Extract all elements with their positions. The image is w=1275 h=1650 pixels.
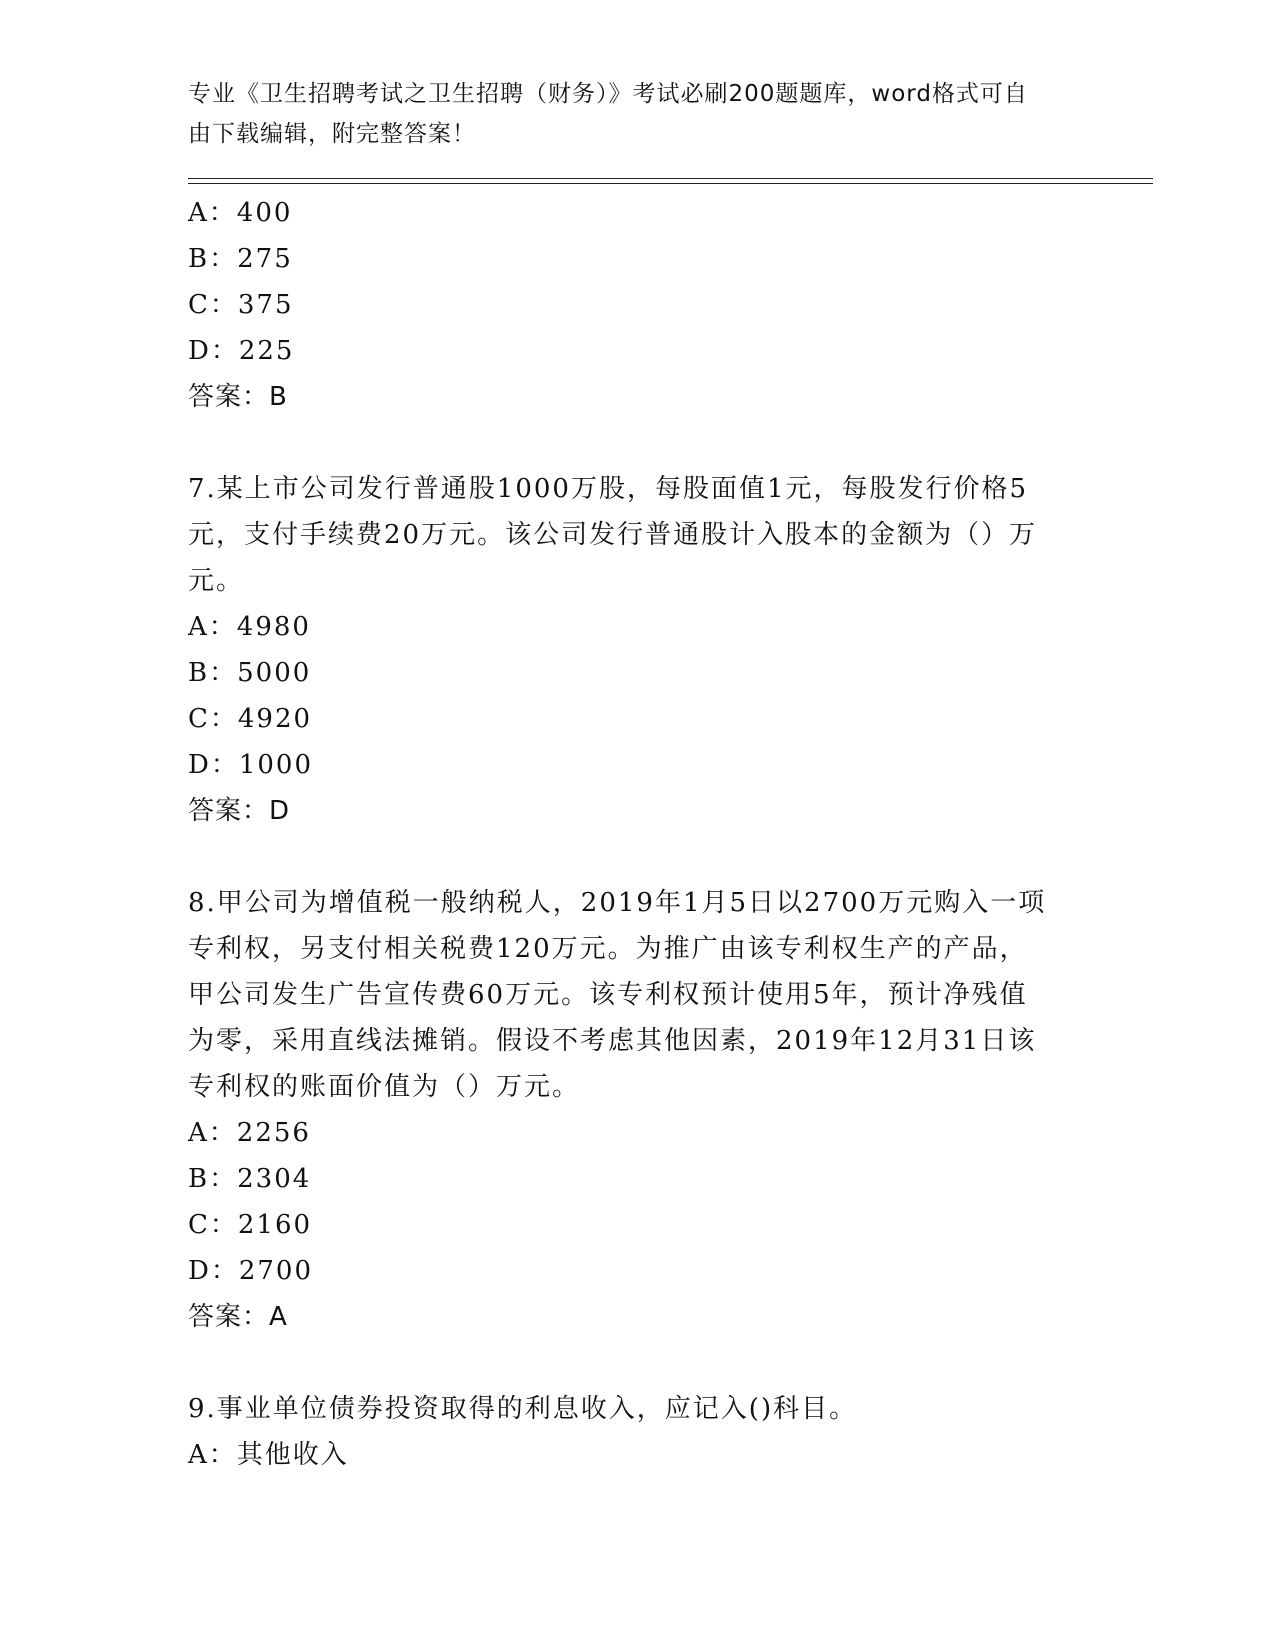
header-divider-bottom bbox=[188, 183, 1153, 184]
header-line-2: 由下载编辑，附完整答案！ bbox=[188, 121, 476, 147]
question-text-line: 元。 bbox=[188, 566, 245, 596]
answer-line: 答案：D bbox=[188, 796, 291, 826]
option-d: D：2700 bbox=[188, 1256, 314, 1286]
option-a: A：4980 bbox=[188, 612, 311, 642]
answer-line: 答案：B bbox=[188, 382, 288, 412]
question-7-block bbox=[188, 466, 1088, 834]
option-a: A：400 bbox=[188, 198, 293, 228]
option-c: C：375 bbox=[188, 290, 294, 320]
option-a: A：其他收入 bbox=[188, 1440, 349, 1470]
question-content bbox=[188, 190, 1088, 1478]
spacer bbox=[188, 1340, 1088, 1386]
spacer bbox=[188, 834, 1088, 880]
option-d: D：1000 bbox=[188, 750, 314, 780]
header-line-1: 专业《卫生招聘考试之卫生招聘（财务）》考试必刷200题题库，word格式可自 bbox=[188, 81, 1028, 107]
question-text-line: 专利权的账面价值为（）万元。 bbox=[188, 1072, 581, 1102]
option-b: B：2304 bbox=[188, 1164, 312, 1194]
option-c: C：4920 bbox=[188, 704, 313, 734]
header-divider-top bbox=[188, 178, 1153, 179]
question-6-block bbox=[188, 190, 1088, 420]
answer-line: 答案：A bbox=[188, 1302, 288, 1332]
option-d: D：225 bbox=[188, 336, 295, 366]
question-text-line: 8.甲公司为增值税一般纳税人，2019年1月5日以2700万元购入一项 bbox=[188, 888, 1047, 918]
question-text-line: 元，支付手续费20万元。该公司发行普通股计入股本的金额为（）万 bbox=[188, 520, 1038, 550]
question-text-line: 为零，采用直线法摊销。假设不考虑其他因素，2019年12月31日该 bbox=[188, 1026, 1037, 1056]
question-8-block bbox=[188, 880, 1088, 1340]
option-b: B：5000 bbox=[188, 658, 312, 688]
question-text-line: 7.某上市公司发行普通股1000万股，每股面值1元，每股发行价格5 bbox=[188, 474, 1029, 504]
option-a: A：2256 bbox=[188, 1118, 311, 1148]
spacer bbox=[188, 420, 1088, 466]
question-text-line: 甲公司发生广告宣传费60万元。该专利权预计使用5年，预计净残值 bbox=[188, 980, 1028, 1010]
question-9-block bbox=[188, 1386, 1088, 1478]
option-b: B：275 bbox=[188, 244, 293, 274]
option-c: C：2160 bbox=[188, 1210, 313, 1240]
question-text-line: 专利权，另支付相关税费120万元。为推广由该专利权生产的产品， bbox=[188, 934, 1028, 964]
question-text-line: 9.事业单位债券投资取得的利息收入，应记入()科目。 bbox=[188, 1394, 858, 1424]
document-header bbox=[188, 74, 1088, 154]
